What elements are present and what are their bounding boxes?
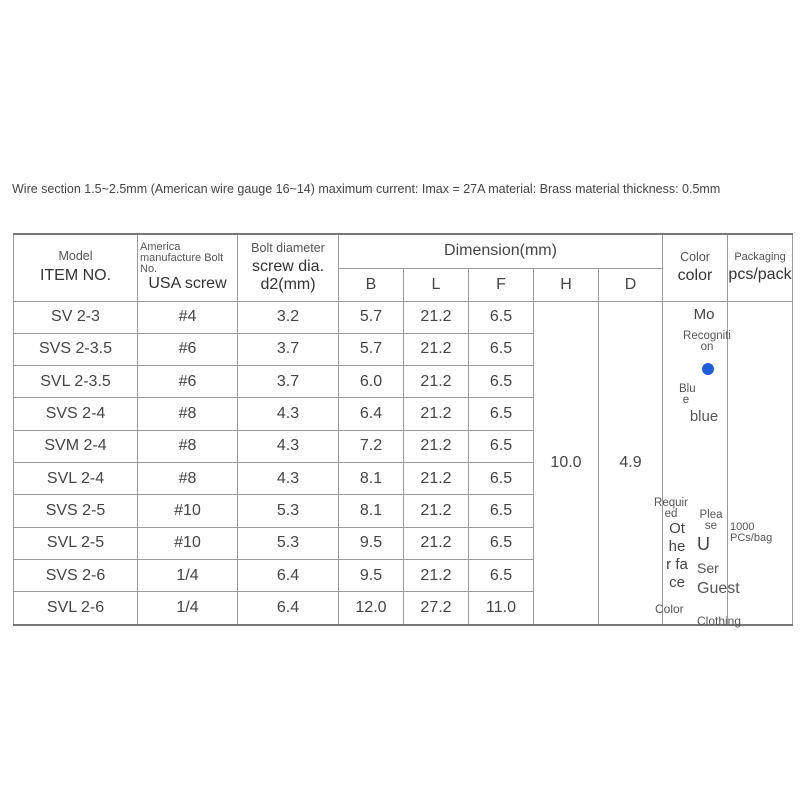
header-b: B	[339, 268, 404, 301]
item-no: SVL 2-3.5	[14, 366, 138, 398]
dim-b: 6.4	[339, 398, 404, 430]
dim-l: 21.2	[404, 560, 469, 592]
usa-screw: 1/4	[138, 560, 238, 592]
bolt-dia: 3.7	[238, 333, 339, 365]
packaging-merged	[728, 301, 793, 625]
item-no: SVL 2-4	[14, 463, 138, 495]
dim-f: 6.5	[469, 333, 534, 365]
color-word-text: Color	[655, 601, 684, 616]
dim-f: 6.5	[469, 366, 534, 398]
ser-text: Ser	[697, 559, 719, 576]
dim-b: 12.0	[339, 592, 404, 625]
dim-f: 6.5	[469, 463, 534, 495]
dim-l: 21.2	[404, 366, 469, 398]
dim-b: 8.1	[339, 463, 404, 495]
dim-b: 9.5	[339, 527, 404, 559]
item-no: SVS 2-3.5	[14, 333, 138, 365]
item-no: SV 2-3	[14, 301, 138, 333]
dim-f: 6.5	[469, 301, 534, 333]
dim-l: 21.2	[404, 495, 469, 527]
usa-screw: #10	[138, 495, 238, 527]
bolt-dia: 3.2	[238, 301, 339, 333]
dim-l: 21.2	[404, 301, 469, 333]
dim-b: 5.7	[339, 301, 404, 333]
please-text: Plea se	[699, 508, 723, 532]
usa-screw: #10	[138, 527, 238, 559]
item-no: SVS 2-4	[14, 398, 138, 430]
header-bolt-diameter: Bolt diameter screw dia. d2(mm)	[238, 234, 339, 301]
item-no: SVM 2-4	[14, 430, 138, 462]
bolt-dia: 3.7	[238, 366, 339, 398]
usa-screw: #6	[138, 366, 238, 398]
bolt-dia: 5.3	[238, 495, 339, 527]
dim-l: 21.2	[404, 463, 469, 495]
item-no: SVL 2-5	[14, 527, 138, 559]
usa-screw: #4	[138, 301, 238, 333]
item-no: SVS 2-5	[14, 495, 138, 527]
item-no: SVS 2-6	[14, 560, 138, 592]
dim-h-merged: 10.0	[534, 301, 599, 625]
dim-l: 21.2	[404, 527, 469, 559]
dim-f: 11.0	[469, 592, 534, 625]
header-l: L	[404, 268, 469, 301]
bolt-dia: 4.3	[238, 463, 339, 495]
dim-f: 6.5	[469, 560, 534, 592]
usa-screw: 1/4	[138, 592, 238, 625]
caption-text: Wire section 1.5~2.5mm (American wire gauge 16~14) maximum current: Imax = 27A material: Brass material thickness: 0.5mm	[12, 182, 721, 196]
dim-b: 7.2	[339, 430, 404, 462]
header-usa-screw: America manufacture Bolt No. USA screw	[138, 234, 238, 301]
dim-f: 6.5	[469, 430, 534, 462]
guest-text: Guest	[697, 579, 740, 597]
dim-l: 21.2	[404, 333, 469, 365]
header-h: H	[534, 268, 599, 301]
dim-b: 9.5	[339, 560, 404, 592]
color-mo-text: Mo	[693, 305, 715, 323]
bolt-dia: 6.4	[238, 560, 339, 592]
pack-value-text: 1000 PCs/bag	[730, 520, 773, 544]
header-d: D	[599, 268, 663, 301]
item-no: SVL 2-6	[14, 592, 138, 625]
bolt-dia: 4.3	[238, 430, 339, 462]
required-text: Requir ed	[654, 496, 688, 520]
table-row	[14, 301, 793, 333]
color-blu-text: Blu e	[679, 382, 696, 406]
header-color: Color color	[663, 234, 728, 301]
header-packaging: Packaging pcs/pack	[728, 234, 793, 301]
dim-f: 6.5	[469, 527, 534, 559]
clothing-text: Clothing	[697, 613, 742, 628]
usa-screw: #6	[138, 333, 238, 365]
bolt-dia: 6.4	[238, 592, 339, 625]
spec-table	[13, 233, 793, 626]
bolt-dia: 5.3	[238, 527, 339, 559]
other-face-text: Ot he r fa ce	[666, 519, 688, 591]
color-merged	[654, 301, 742, 628]
dim-l: 27.2	[404, 592, 469, 625]
dim-f: 6.5	[469, 495, 534, 527]
dim-b: 8.1	[339, 495, 404, 527]
dim-d-merged: 4.9	[599, 301, 663, 625]
dim-l: 21.2	[404, 398, 469, 430]
u-text: U	[697, 533, 710, 554]
header-model: Model ITEM NO.	[14, 234, 138, 301]
color-recognition-text: Recogniti on	[683, 329, 731, 353]
dim-b: 5.7	[339, 333, 404, 365]
dim-f: 6.5	[469, 398, 534, 430]
header-f: F	[469, 268, 534, 301]
dim-l: 21.2	[404, 430, 469, 462]
dim-b: 6.0	[339, 366, 404, 398]
bolt-dia: 4.3	[238, 398, 339, 430]
header-dimension: Dimension(mm)	[339, 234, 663, 268]
usa-screw: #8	[138, 463, 238, 495]
usa-screw: #8	[138, 398, 238, 430]
color-blue-text: blue	[689, 407, 719, 425]
blue-dot-icon	[687, 359, 729, 384]
usa-screw: #8	[138, 430, 238, 462]
